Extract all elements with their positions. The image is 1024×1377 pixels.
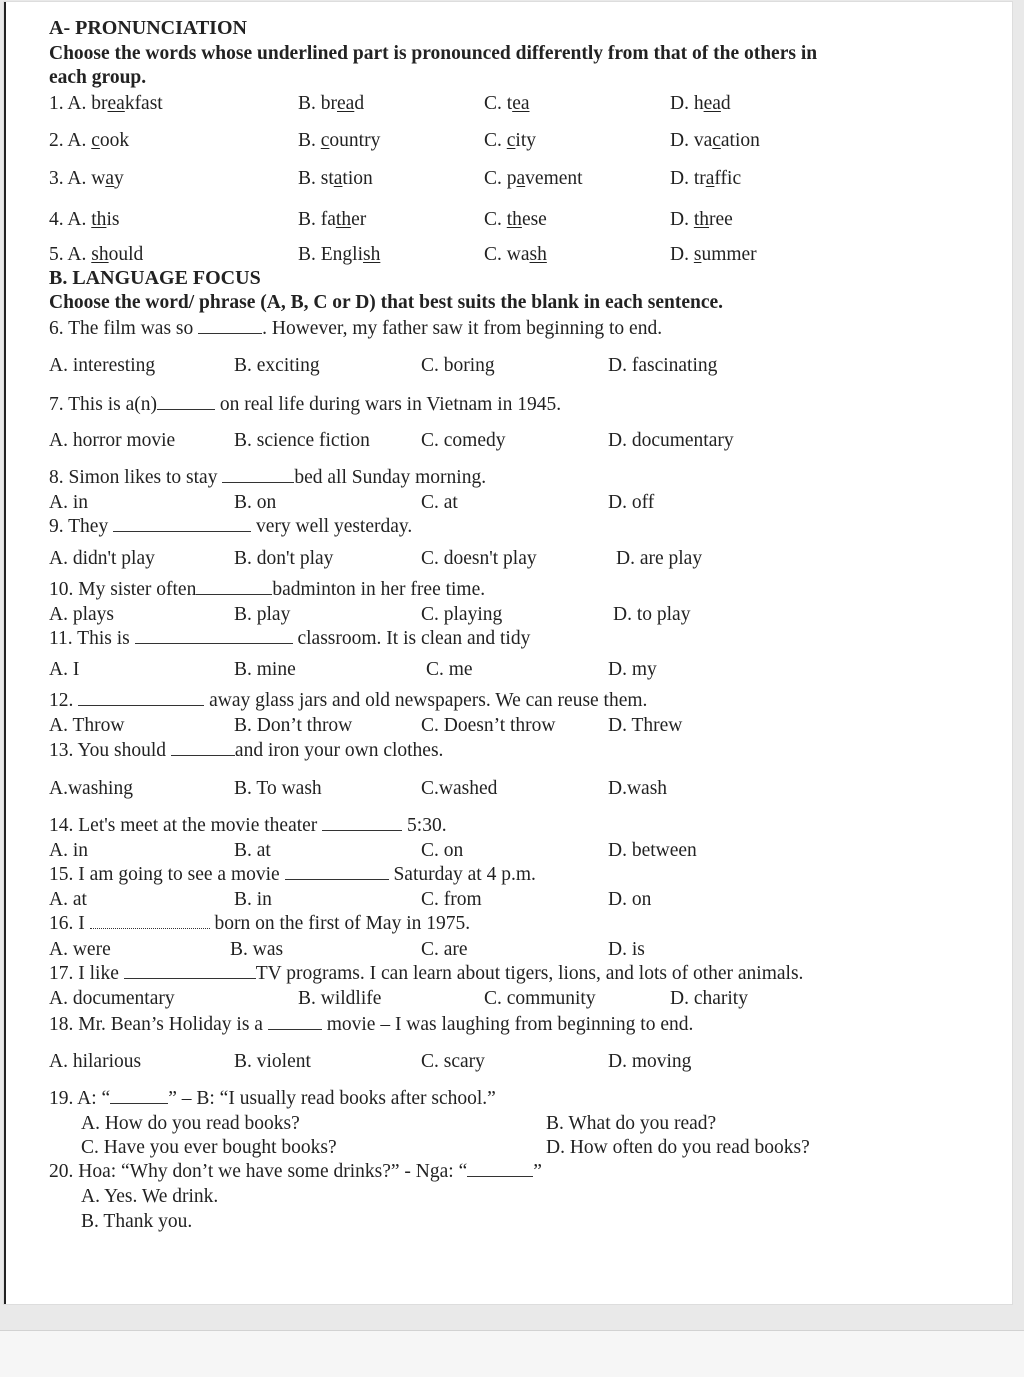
- q17-blank: [124, 962, 256, 979]
- q17-option-a: A. documentary: [49, 988, 175, 1009]
- q7-option-c: C. comedy: [421, 430, 506, 451]
- q20-stem: 20. Hoa: “Why don’t we have some drinks?” - Nga: “ ”: [49, 1161, 542, 1182]
- q14-option-d: D. between: [608, 840, 697, 861]
- q2-option-d: D. vacation: [670, 130, 760, 151]
- q10-blank: [196, 578, 272, 595]
- q6-blank: [198, 317, 262, 334]
- q12-option-a: A. Throw: [49, 715, 125, 736]
- q13-option-a: A.washing: [49, 778, 133, 799]
- q3-option-c: C. pavement: [484, 168, 583, 189]
- q8-option-d: D. off: [608, 492, 655, 513]
- q17-stem: 17. I like TV programs. I can learn about tigers, lions, and lots of other animals.: [49, 963, 804, 984]
- q7-option-b: B. science fiction: [234, 430, 370, 451]
- q16-option-d: D. is: [608, 939, 645, 960]
- q5-option-c: C. wash: [484, 244, 547, 265]
- page-bottom-edge: [0, 1330, 1024, 1377]
- q18-option-c: C. scary: [421, 1051, 485, 1072]
- q12-stem: 12. away glass jars and old newspapers. We can reuse them.: [49, 690, 648, 711]
- q12-option-b: B. Don’t throw: [234, 715, 353, 736]
- q6-option-d: D. fascinating: [608, 355, 718, 376]
- section-b-title: B. LANGUAGE FOCUS: [49, 267, 261, 289]
- q16-stem: 16. I born on the first of May in 1975.: [49, 913, 471, 934]
- q15-option-d: D. on: [608, 889, 652, 910]
- q7-blank: [157, 393, 215, 410]
- q20-option-b: B. Thank you.: [81, 1211, 193, 1232]
- q2-option-a: 2. A. cook: [49, 130, 130, 151]
- q7-stem: 7. This is a(n) on real life during wars in Vietnam in 1945.: [49, 394, 562, 415]
- q1-option-d: D. head: [670, 93, 731, 114]
- q5-option-d: D. summer: [670, 244, 757, 265]
- q15-blank: [285, 863, 389, 880]
- q4-option-b: B. father: [298, 209, 367, 230]
- section-a-instruction-line1: Choose the words whose underlined part is pronounced differently from that of the others in: [49, 43, 818, 64]
- q9-option-a: A. didn't play: [49, 548, 155, 569]
- q12-option-d: D. Threw: [608, 715, 683, 736]
- q19-blank: [110, 1087, 168, 1104]
- q3-option-b: B. station: [298, 168, 373, 189]
- q3-option-a: 3. A. way: [49, 168, 124, 189]
- q18-stem: 18. Mr. Bean’s Holiday is a movie – I was laughing from beginning to end.: [49, 1014, 694, 1035]
- q9-option-d: D. are play: [616, 548, 703, 569]
- q18-option-b: B. violent: [234, 1051, 311, 1072]
- q2-option-c: C. city: [484, 130, 537, 151]
- q20-blank: [467, 1160, 533, 1177]
- q10-stem: 10. My sister often badminton in her free time.: [49, 579, 486, 600]
- q14-blank: [322, 814, 402, 831]
- q19-option-a: A. How do you read books?: [81, 1113, 300, 1134]
- q7-option-a: A. horror movie: [49, 430, 176, 451]
- q17-option-c: C. community: [484, 988, 596, 1009]
- q8-option-c: C. at: [421, 492, 458, 513]
- q4-option-a: 4. A. this: [49, 209, 120, 230]
- q19-option-d: D. How often do you read books?: [546, 1137, 810, 1158]
- q15-option-c: C. from: [421, 889, 482, 910]
- q13-option-d: D.wash: [608, 778, 668, 799]
- q18-option-d: D. moving: [608, 1051, 692, 1072]
- q10-option-a: A. plays: [49, 604, 114, 625]
- q9-option-b: B. don't play: [234, 548, 334, 569]
- q12-option-c: C. Doesn’t throw: [421, 715, 556, 736]
- q9-option-c: C. doesn't play: [421, 548, 537, 569]
- q6-stem: 6. The film was so . However, my father saw it from beginning to end.: [49, 318, 663, 339]
- q9-stem: 9. They very well yesterday.: [49, 516, 413, 537]
- q8-stem: 8. Simon likes to stay bed all Sunday morning.: [49, 467, 487, 488]
- q4-option-c: C. these: [484, 209, 547, 230]
- q13-blank: [171, 739, 235, 756]
- q6-option-b: B. exciting: [234, 355, 320, 376]
- section-b-instruction: Choose the word/ phrase (A, B, C or D) that best suits the blank in each sentence.: [49, 292, 724, 313]
- q11-option-b: B. mine: [234, 659, 296, 680]
- q17-option-d: D. charity: [670, 988, 748, 1009]
- q14-stem: 14. Let's meet at the movie theater 5:30.: [49, 815, 447, 836]
- q2-option-b: B. country: [298, 130, 381, 151]
- q14-option-a: A. in: [49, 840, 88, 861]
- q15-option-a: A. at: [49, 889, 87, 910]
- q11-stem: 11. This is classroom. It is clean and tidy: [49, 628, 531, 649]
- q11-option-d: D. my: [608, 659, 657, 680]
- q15-option-b: B. in: [234, 889, 272, 910]
- q1-option-a: 1. A. breakfast: [49, 93, 163, 114]
- q10-option-b: B. play: [234, 604, 291, 625]
- q11-option-c: C. me: [426, 659, 473, 680]
- q7-option-d: D. documentary: [608, 430, 734, 451]
- worksheet-page: [4, 2, 1012, 1304]
- q14-option-b: B. at: [234, 840, 271, 861]
- section-a-instruction-line2: each group.: [49, 67, 147, 88]
- q13-option-c: C.washed: [421, 778, 498, 799]
- q16-option-a: A. were: [49, 939, 111, 960]
- q18-blank: [268, 1013, 322, 1030]
- q20-option-a: A. Yes. We drink.: [81, 1186, 219, 1207]
- q13-option-b: B. To wash: [234, 778, 322, 799]
- q4-option-d: D. three: [670, 209, 733, 230]
- q9-blank: [113, 515, 251, 532]
- q16-option-c: C. are: [421, 939, 468, 960]
- q5-option-b: B. English: [298, 244, 381, 265]
- q12-blank: [78, 689, 204, 706]
- q8-option-b: B. on: [234, 492, 277, 513]
- q5-option-a: 5. A. should: [49, 244, 144, 265]
- q1-option-b: B. bread: [298, 93, 365, 114]
- section-a-title: A- PRONUNCIATION: [49, 17, 247, 39]
- q18-option-a: A. hilarious: [49, 1051, 142, 1072]
- q16-option-b: B. was: [230, 939, 284, 960]
- q19-option-b: B. What do you read?: [546, 1113, 717, 1134]
- q6-option-c: C. boring: [421, 355, 495, 376]
- q14-option-c: C. on: [421, 840, 464, 861]
- q1-option-c: C. tea: [484, 93, 530, 114]
- q11-option-a: A. I: [49, 659, 80, 680]
- q10-option-d: D. to play: [613, 604, 691, 625]
- q6-option-a: A. interesting: [49, 355, 156, 376]
- q3-option-d: D. traffic: [670, 168, 742, 189]
- q8-blank: [222, 466, 294, 483]
- q17-option-b: B. wildlife: [298, 988, 382, 1009]
- q11-blank: [135, 627, 293, 644]
- q16-blank: [90, 912, 210, 929]
- q10-option-c: C. playing: [421, 604, 503, 625]
- q15-stem: 15. I am going to see a movie Saturday at 4 p.m.: [49, 864, 536, 885]
- q8-option-a: A. in: [49, 492, 88, 513]
- q13-stem: 13. You should and iron your own clothes.: [49, 740, 444, 761]
- q19-stem: 19. A: “ ” – B: “I usually read books after school.”: [49, 1088, 496, 1109]
- q19-option-c: C. Have you ever bought books?: [81, 1137, 337, 1158]
